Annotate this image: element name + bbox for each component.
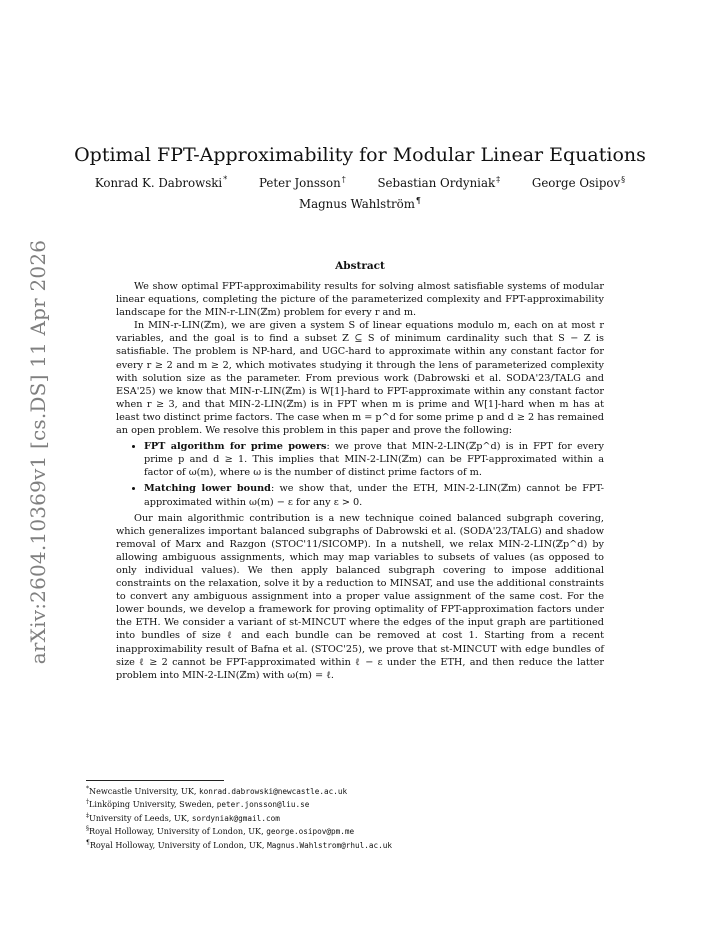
footnote-email[interactable]: Magnus.Wahlstrom@rhul.ac.uk	[267, 840, 393, 850]
footnote-email[interactable]: george.osipov@pm.me	[266, 827, 355, 837]
footnote-email[interactable]: peter.jonsson@liu.se	[216, 800, 310, 810]
author-footnote-mark: *	[223, 175, 228, 185]
footnote-mark: ‡	[86, 812, 89, 820]
footnote-rule	[86, 780, 224, 781]
result-lead: FPT algorithm for prime powers	[144, 441, 327, 453]
author	[299, 194, 421, 215]
author	[259, 173, 346, 194]
author	[95, 173, 227, 194]
footnote-mark: ¶	[86, 838, 90, 846]
author-list	[80, 173, 640, 215]
paper-title: Optimal FPT-Approximability for Modular Linear Equations	[74, 143, 646, 166]
footnote	[86, 798, 646, 811]
footnote-mark: †	[86, 798, 89, 806]
author-name: Sebastian Ordyniak	[377, 176, 496, 190]
footnote-affiliation: Royal Holloway, University of London, UK,	[89, 839, 268, 850]
footnote-affiliation: Newcastle University, UK,	[89, 786, 200, 796]
result-text: : we show that, under the ETH, MIN-2-LIN(ℤm) cannot be FPT-approximated within ω(m) − ε for any ε > 0.	[144, 483, 604, 508]
results-list	[116, 440, 604, 508]
footnote	[86, 825, 646, 838]
footnote-email[interactable]: sordyniak@gmail.com	[191, 813, 280, 823]
abstract-paragraph: Our main algorithmic contribution is a new technique coined balanced subgraph covering, which generalizes important balanced subgraphs of Dabrowski et al. (SODA'23/TALG) and shadow removal of Marx and Razgon (STOC'11/SICOMP). In a nutshell, we relax MIN-2-LIN(ℤp^d) by allowing ambiguous assignments, which may map variables to subsets of values (as opposed to only individual values). We then apply balanced subgraph covering to impose additional constraints on the relaxation, solve it by a reduction to MINSAT, and use the additional constraints to convert any ambiguous assignment into a proper value assignment of the same cost. For the lower bounds, we develop a framework for proving optimality of FPT-approximation factors under the ETH. We consider a variant of st-MINCUT where the edges of the input graph are partitioned into bundles of size ℓ and each bundle can be removed at cost 1. Starting from a recent inapproximability result of Bafna et al. (STOC'25), we prove that st-MINCUT with edge bundles of size ℓ ≥ 2 cannot be FPT-approximated within ℓ − ε under the ETH, and then reduce the latter problem into MIN-2-LIN(ℤm) with ω(m) = ℓ.	[116, 512, 604, 681]
footnote-affiliation: Royal Holloway, University of London, UK,	[89, 826, 267, 837]
abstract-body	[116, 280, 604, 682]
abstract-paragraph: In MIN-r-LIN(ℤm), we are given a system S of linear equations modulo m, each on at most r variables, and the goal is to find a subset Z ⊆ S of minimum cardinality such that S − Z is satisfiable. The problem is NP-hard, and UGC-hard to approximate within any constant factor for every r ≥ 2 and m ≥ 2, which motivates studying it through the lens of parameterized complexity with solution size as the parameter. From previous work (Dabrowski et al. SODA'23/TALG and ESA'25) we know that MIN-r-LIN(ℤm) is W[1]-hard to FPT-approximate within any constant factor when r ≥ 3, and that MIN-2-LIN(ℤm) is in FPT when m is prime and W[1]-hard when m has at least two distinct prime factors. The case when m = p^d for some prime p and d ≥ 2 has remained an open problem. We resolve this problem in this paper and prove the following:	[116, 320, 604, 437]
footnote-mark: §	[86, 825, 89, 833]
footnote	[86, 812, 646, 825]
result-item	[144, 440, 604, 479]
abstract-heading: Abstract	[335, 260, 385, 272]
author-footnote-mark: ‡	[496, 175, 501, 185]
result-lead: Matching lower bound	[144, 483, 271, 495]
footnote	[86, 785, 646, 798]
author-name: Magnus Wahlström	[299, 197, 415, 211]
footnote-affiliation: Linköping University, Sweden,	[89, 799, 217, 810]
author-name: Peter Jonsson	[258, 176, 341, 190]
footnotes	[86, 785, 646, 852]
result-item	[144, 482, 604, 508]
footnote-affiliation: University of Leeds, UK,	[89, 812, 192, 823]
result-text: : we prove that MIN-2-LIN(ℤp^d) is in FPT for every prime p and d ≥ 1. This implies that MIN-2-LIN(ℤm) can be FPT-approximated within a factor of ω(m), where ω is the number of distinct prime factors of m.	[144, 441, 604, 479]
abstract-paragraph: We show optimal FPT-approximability results for solving almost satisfiable systems of modular linear equations, completing the picture of the parameterized complexity and FPT-approximability landscape for the MIN-r-LIN(ℤm) problem for every r and m.	[116, 281, 604, 319]
author-footnote-mark: ¶	[415, 196, 421, 206]
author-name: George Osipov	[531, 176, 621, 190]
author-name: Konrad K. Dabrowski	[94, 176, 223, 190]
footnote-email[interactable]: konrad.dabrowski@newcastle.ac.uk	[199, 787, 348, 796]
arxiv-sidebar-stamp: arXiv:2604.10369v1 [cs.DS] 11 Apr 2026	[26, 239, 50, 665]
author-footnote-mark: §	[621, 175, 626, 185]
footnote	[86, 839, 646, 852]
author	[532, 173, 625, 194]
author	[377, 173, 500, 194]
author-footnote-mark: †	[341, 175, 346, 185]
footnote-mark: *	[86, 785, 89, 793]
